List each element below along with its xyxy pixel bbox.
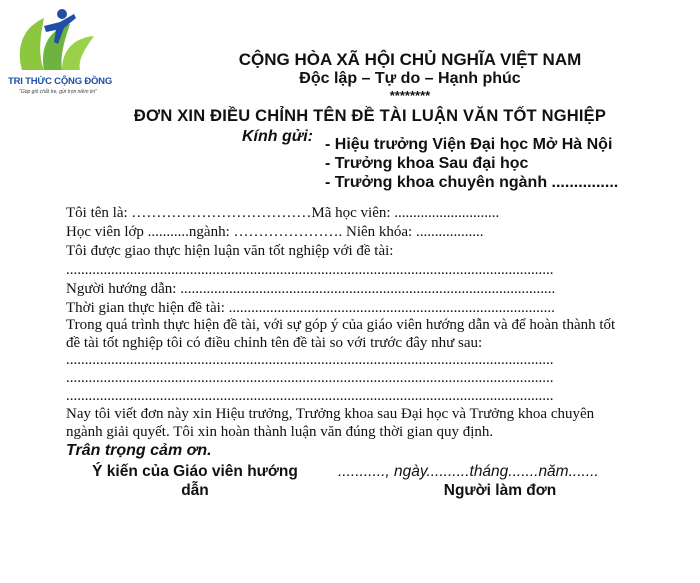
- duration-line: Thời gian thực hiện đề tài: .......................................................................................: [66, 300, 555, 316]
- motto: Độc lập – Tự do – Hạnh phúc: [299, 70, 521, 87]
- recipient-item: - Trưởng khoa Sau đại học: [325, 155, 529, 172]
- recipient-item: - Trưởng khoa chuyên ngành ...............: [325, 174, 619, 191]
- supervisor-opinion-label: Ý kiến của Giáo viên hướng: [92, 463, 298, 480]
- document-title: ĐƠN XIN ĐIỀU CHỈNH TÊN ĐỀ TÀI LUẬN VĂN TỐT NGHIỆP: [133, 107, 607, 125]
- body-paragraph-line: Trong quá trình thực hiện đề tài, với sự góp ý của giáo viên hướng dẫn và để hoàn thành tốt: [66, 317, 616, 333]
- logo-leaves-icon: [14, 8, 102, 74]
- divider-stars: ********: [389, 88, 431, 103]
- body-paragraph-line: đề tài tốt nghiệp tôi có điều chỉnh tên đề tài so với trước đây như sau:: [66, 335, 483, 351]
- class-line: Học viên lớp ...........ngành: …………………. Niên khóa: ..................: [66, 224, 484, 240]
- name-line: Tôi tên là: ………………………………Mã học viên: ............................: [66, 205, 500, 221]
- applicant-label: Người làm đơn: [443, 482, 557, 499]
- site-logo: [8, 8, 113, 100]
- change-blank-line: ..................................................................................................................................: [66, 370, 554, 386]
- change-blank-line: ..................................................................................................................................: [66, 352, 554, 368]
- logo-slogan: "Góp gió chắt tre, gửi trọn niềm tin": [19, 89, 97, 95]
- request-line: ngành giải quyết. Tôi xin hoàn thành luận văn đúng thời gian quy định.: [66, 424, 494, 440]
- request-line: Nay tôi viết đơn này xin Hiệu trưởng, Trưởng khoa sau Đại học và Trưởng khoa chuyên: [66, 406, 595, 422]
- topic-intro-line: Tôi được giao thực hiện luận văn tốt nghiệp với đề tài:: [66, 243, 394, 259]
- supervisor-opinion-label-cont: dẫn: [181, 482, 209, 499]
- logo-brand-text: TRI THỨC CỘNG ĐỒNG: [8, 76, 113, 87]
- date-line: ..........., ngày..........tháng.......năm.......: [338, 463, 599, 480]
- topic-blank-line: ..................................................................................................................................: [66, 262, 554, 278]
- recipient-item: - Hiệu trưởng Viện Đại học Mở Hà Nội: [325, 136, 613, 153]
- change-blank-line: ..................................................................................................................................: [66, 388, 554, 404]
- country-heading: CỘNG HÒA XÃ HỘI CHỦ NGHĨA VIỆT NAM: [238, 50, 582, 69]
- recipients-label: Kính gửi:: [242, 128, 313, 145]
- closing-text: Trân trọng cảm ơn.: [66, 442, 212, 459]
- supervisor-line: Người hướng dẫn: ....................................................................................................: [66, 281, 556, 297]
